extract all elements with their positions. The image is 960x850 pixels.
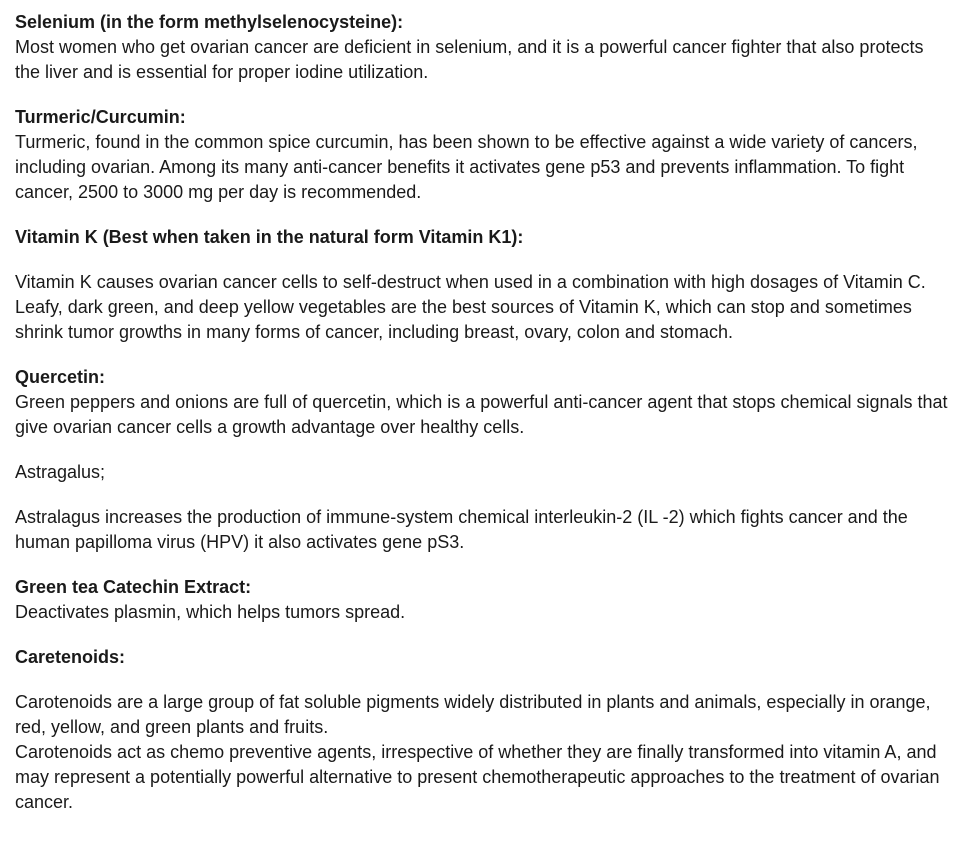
section-quercetin (15, 365, 950, 440)
section-paragraph: Carotenoids are a large group of fat soluble pigments widely distributed in plants and animals, especially in orange, red, yellow, and green plants and fruits. (15, 692, 931, 737)
section-heading: Quercetin: (15, 367, 106, 387)
section-paragraph: Astralagus increases the production of immune-system chemical interleukin-2 (IL -2) which fights cancer and the human papilloma virus (HPV) it also activates gene pS3. (15, 507, 908, 552)
section-astragalus (15, 460, 950, 555)
section-heading: Green tea Catechin Extract: (15, 577, 252, 597)
section-carotenoids (15, 645, 950, 815)
section-heading: Astragalus; (15, 462, 106, 482)
document-body (15, 10, 950, 815)
section-paragraph: Green peppers and onions are full of quercetin, which is a powerful anti-cancer agent that stops chemical signals that give ovarian cancer cells a growth advantage over healthy cells. (15, 392, 948, 437)
section-paragraph: Turmeric, found in the common spice curcumin, has been shown to be effective against a wide variety of cancers, including ovarian. Among its many anti-cancer benefits it activates gene p53 and prevents inflammation. To fight cancer, 2500 to 3000 mg per day is recommended. (15, 132, 918, 202)
section-paragraph: Leafy, dark green, and deep yellow vegetables are the best sources of Vitamin K, which can stop and sometimes shrink tumor growths in many forms of cancer, including breast, ovary, colon and stomach. (15, 297, 912, 342)
section-heading: Vitamin K (Best when taken in the natural form Vitamin K1): (15, 227, 524, 247)
section-heading: Selenium (in the form methylselenocysteine): (15, 12, 404, 32)
section-paragraph: Deactivates plasmin, which helps tumors spread. (15, 602, 406, 622)
section-heading: Turmeric/Curcumin: (15, 107, 186, 127)
section-paragraph: Vitamin K causes ovarian cancer cells to self-destruct when used in a combination with high dosages of Vitamin C. (15, 272, 926, 292)
section-paragraph: Most women who get ovarian cancer are deficient in selenium, and it is a powerful cancer fighter that also protects the liver and is essential for proper iodine utilization. (15, 37, 924, 82)
section-heading: Caretenoids: (15, 647, 126, 667)
section-paragraph: Carotenoids act as chemo preventive agents, irrespective of whether they are finally transformed into vitamin A, and may represent a potentially powerful alternative to present chemotherapeutic approaches to the treatment of ovarian cancer. (15, 742, 940, 812)
section-green-tea (15, 575, 950, 625)
section-selenium (15, 10, 950, 85)
section-turmeric (15, 105, 950, 205)
section-vitamin-k (15, 225, 950, 345)
